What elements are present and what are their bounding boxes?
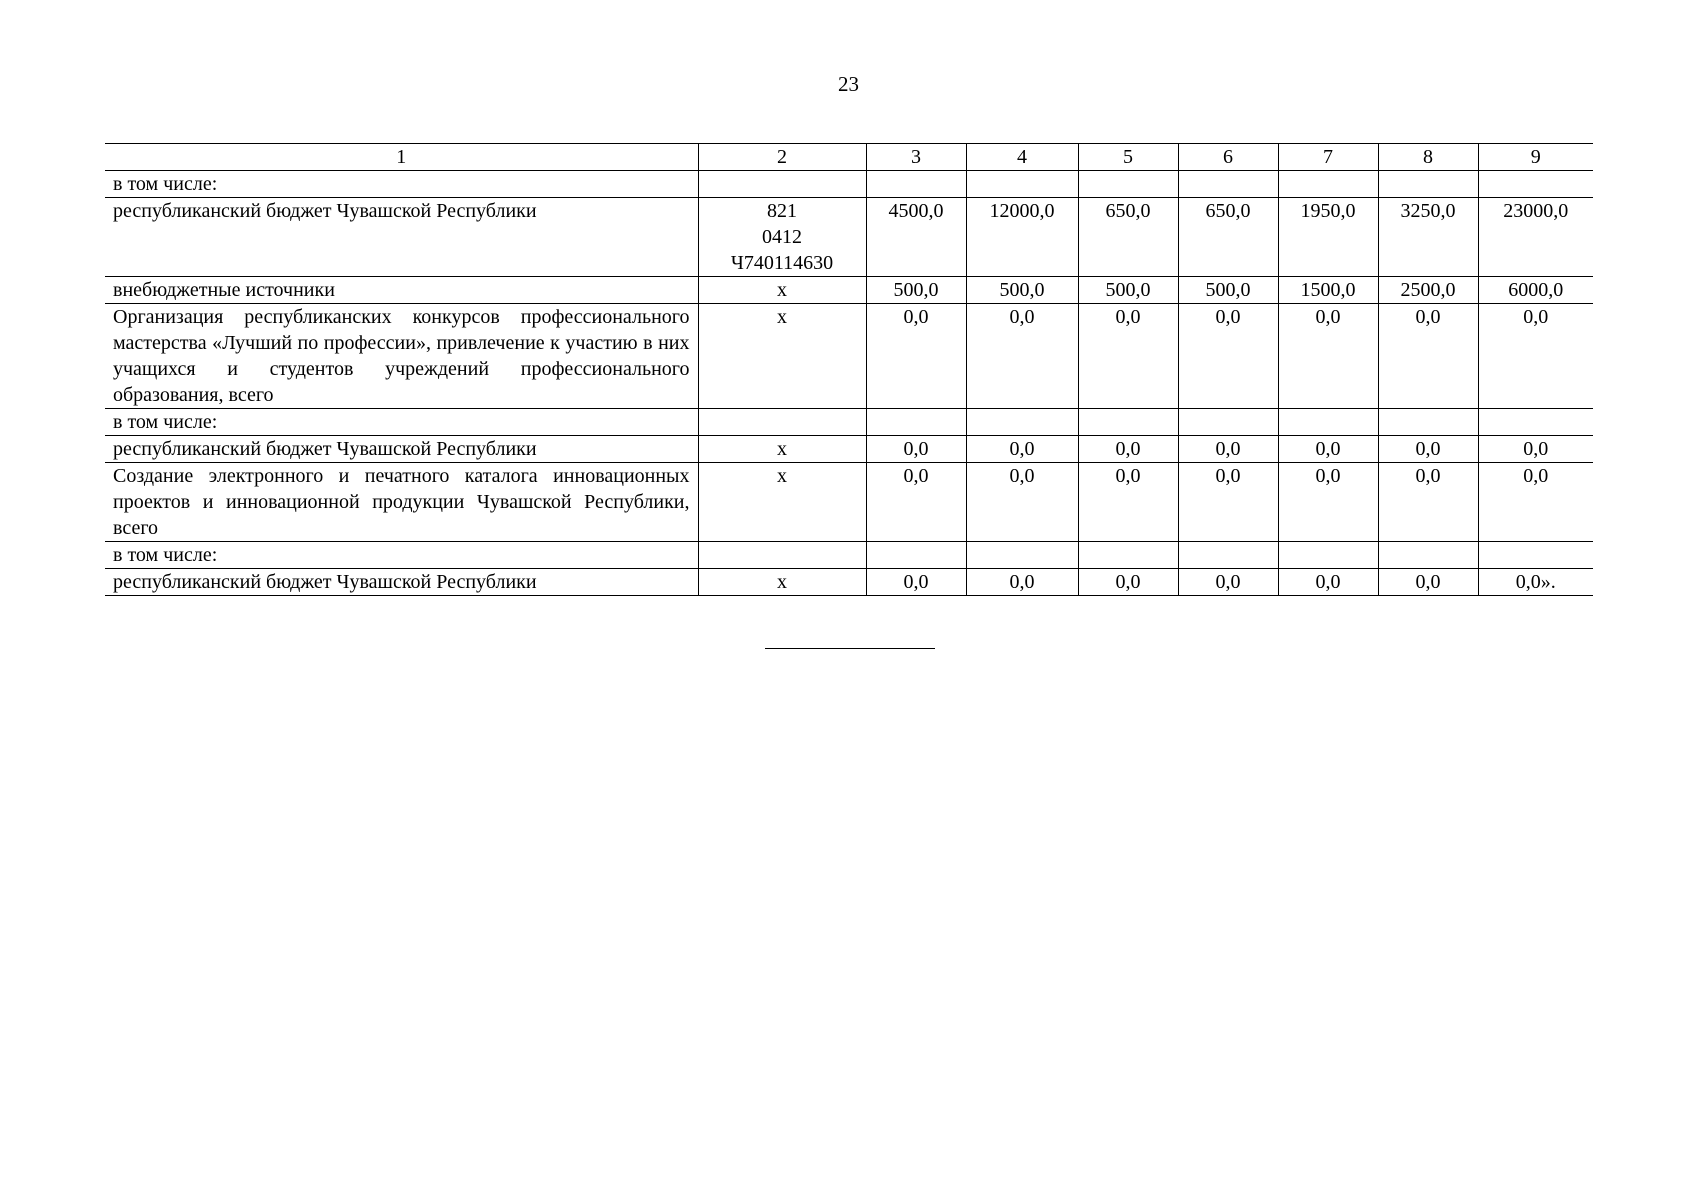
value-cell	[866, 171, 966, 198]
budget-code-line: х	[777, 438, 787, 460]
value-cell	[1178, 171, 1278, 198]
value-cell: 23000,0	[1478, 198, 1593, 277]
row-label: в том числе:	[105, 542, 698, 569]
value-cell: 0,0	[1478, 436, 1593, 463]
value-cell	[1378, 542, 1478, 569]
row-label: в том числе:	[105, 409, 698, 436]
header-cell: 2	[698, 144, 866, 171]
value-cell	[1178, 409, 1278, 436]
header-cell: 8	[1378, 144, 1478, 171]
value-cell: 650,0	[1078, 198, 1178, 277]
header-cell: 9	[1478, 144, 1593, 171]
value-cell: 0,0	[1178, 436, 1278, 463]
value-cell: 0,0	[1278, 436, 1378, 463]
value-cell: 0,0	[1078, 436, 1178, 463]
value-cell: 500,0	[1078, 277, 1178, 304]
value-cell: 0,0	[1378, 569, 1478, 596]
table-row	[105, 277, 1593, 304]
value-cell: 0,0	[866, 436, 966, 463]
budget-code-cell	[698, 277, 866, 304]
budget-code-line: х	[777, 571, 787, 593]
value-cell: 500,0	[966, 277, 1078, 304]
value-cell: 0,0	[866, 569, 966, 596]
value-cell: 500,0	[866, 277, 966, 304]
value-cell	[866, 542, 966, 569]
header-cell: 7	[1278, 144, 1378, 171]
value-cell: 0,0	[966, 463, 1078, 542]
budget-code-cell	[698, 542, 866, 569]
value-cell: 0,0	[1378, 463, 1478, 542]
budget-code-line: х	[777, 465, 787, 487]
header-cell: 1	[105, 144, 698, 171]
value-cell	[1178, 542, 1278, 569]
table-row	[105, 542, 1593, 569]
value-cell: 0,0	[1078, 463, 1178, 542]
value-cell: 0,0	[1278, 569, 1378, 596]
value-cell: 0,0	[1178, 569, 1278, 596]
table-row	[105, 304, 1593, 409]
header-cell: 4	[966, 144, 1078, 171]
value-cell	[1278, 542, 1378, 569]
header-cell: 3	[866, 144, 966, 171]
value-cell: 0,0	[866, 463, 966, 542]
value-cell: 4500,0	[866, 198, 966, 277]
budget-code-line: Ч740114630	[730, 252, 834, 274]
budget-code-cell	[698, 304, 866, 409]
table-row	[105, 409, 1593, 436]
value-cell	[1078, 171, 1178, 198]
table-body	[105, 144, 1593, 596]
value-cell	[1478, 409, 1593, 436]
value-cell	[1078, 542, 1178, 569]
value-cell: 0,0	[1478, 463, 1593, 542]
budget-code-line: х	[777, 279, 787, 301]
budget-code-cell	[698, 569, 866, 596]
value-cell	[966, 171, 1078, 198]
value-cell: 0,0	[1078, 304, 1178, 409]
table-row	[105, 171, 1593, 198]
value-cell: 0,0	[1078, 569, 1178, 596]
budget-code-line: 821	[767, 200, 797, 222]
value-cell: 0,0	[966, 436, 1078, 463]
value-cell: 3250,0	[1378, 198, 1478, 277]
budget-table	[105, 143, 1593, 596]
value-cell: 0,0	[966, 304, 1078, 409]
value-cell: 0,0	[1478, 304, 1593, 409]
budget-code-cell	[698, 436, 866, 463]
value-cell: 0,0	[1178, 463, 1278, 542]
budget-code-cell	[698, 409, 866, 436]
value-cell: 0,0	[1378, 436, 1478, 463]
budget-code-cell	[698, 463, 866, 542]
row-label: Организация республиканских конкурсов профессионального мастерства «Лучший по профессии», привлечение к участию в них учащихся и студентов учреждений профессионального образования, всего	[105, 304, 698, 409]
value-cell: 1950,0	[1278, 198, 1378, 277]
value-cell: 0,0	[966, 569, 1078, 596]
row-label: республиканский бюджет Чувашской Республики	[105, 198, 698, 277]
value-cell	[1278, 171, 1378, 198]
row-label: республиканский бюджет Чувашской Республики	[105, 436, 698, 463]
value-cell	[1378, 171, 1478, 198]
value-cell	[1078, 409, 1178, 436]
value-cell	[1478, 542, 1593, 569]
row-label: внебюджетные источники	[105, 277, 698, 304]
value-cell: 2500,0	[1378, 277, 1478, 304]
value-cell: 0,0	[1378, 304, 1478, 409]
header-cell: 5	[1078, 144, 1178, 171]
value-cell	[1478, 171, 1593, 198]
value-cell	[966, 409, 1078, 436]
value-cell: 500,0	[1178, 277, 1278, 304]
value-cell: 6000,0	[1478, 277, 1593, 304]
value-cell: 0,0	[1278, 463, 1378, 542]
table-row	[105, 198, 1593, 277]
value-cell: 12000,0	[966, 198, 1078, 277]
value-cell	[1278, 409, 1378, 436]
budget-code-line: 0412	[762, 226, 802, 248]
row-label: Создание электронного и печатного каталога инновационных проектов и инновационной продукции Чувашской Республики, всего	[105, 463, 698, 542]
table-row	[105, 436, 1593, 463]
header-cell: 6	[1178, 144, 1278, 171]
table-row	[105, 569, 1593, 596]
table-row	[105, 463, 1593, 542]
value-cell	[966, 542, 1078, 569]
value-cell: 1500,0	[1278, 277, 1378, 304]
budget-code-line: х	[777, 306, 787, 328]
table-header-row	[105, 144, 1593, 171]
value-cell	[866, 409, 966, 436]
budget-code-cell	[698, 171, 866, 198]
budget-code-cell	[698, 198, 866, 277]
value-cell: 0,0	[866, 304, 966, 409]
page-number: 23	[838, 72, 859, 96]
value-cell: 0,0	[1178, 304, 1278, 409]
footer-rule	[765, 648, 935, 649]
value-cell	[1378, 409, 1478, 436]
value-cell: 650,0	[1178, 198, 1278, 277]
value-cell: 0,0	[1278, 304, 1378, 409]
row-label: в том числе:	[105, 171, 698, 198]
value-cell: 0,0».	[1478, 569, 1593, 596]
row-label: республиканский бюджет Чувашской Республики	[105, 569, 698, 596]
